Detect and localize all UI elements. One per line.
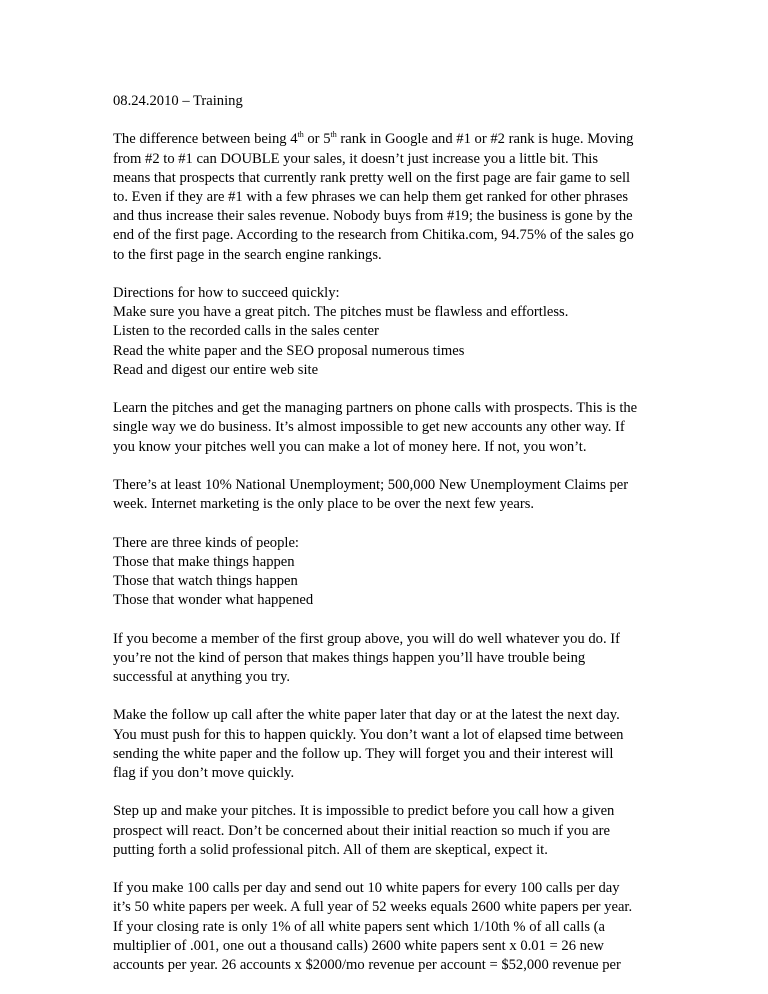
- intro-text-2: or 5: [303, 131, 331, 148]
- intro-paragraph: [113, 130, 673, 264]
- followup-paragraph: Make the follow up call after the white paper later that day or at the latest the next day. You must push for this to happen quickly. You don’t want a lot of elapsed time between sending the white paper and the follow up. They will forget you and their interest will flag if you don’t move quickly.: [113, 707, 624, 781]
- kinds-of-people-list: There are three kinds of people: Those that make things happen Those that watch things happen Those that wonder what happened: [113, 534, 314, 609]
- ordinal-suffix-2: th: [330, 130, 337, 140]
- learn-paragraph: Learn the pitches and get the managing partners on phone calls with prospects. This is the single way we do business. It’s almost impossible to get new accounts any other way. If you know your pitches well you can make a lot of money here. If not, you won’t.: [113, 400, 638, 455]
- document-body: [113, 92, 673, 975]
- directions-list: Directions for how to succeed quickly: Make sure you have a great pitch. The pitches must be flawless and effortless. Listen to the recorded calls in the sales center Read the white paper and the SEO proposal numerous times Read and digest our entire web site: [113, 285, 569, 378]
- calls-paragraph: If you make 100 calls per day and send out 10 white papers for every 100 calls per day it’s 50 white papers per week. A full year of 52 weeks equals 2600 white papers per year. If your closing rate is only 1% of all white papers sent which 1/10th % of all calls (a multiplier of .001, one out a thousand calls) 2600 white papers sent x 0.01 = 26 new accounts per year. 26 accounts x $2000/mo revenue per account = $52,000 revenue per: [113, 880, 633, 973]
- ordinal-suffix-1: th: [297, 130, 304, 140]
- document-heading: 08.24.2010 – Training: [113, 93, 243, 109]
- intro-text-3: rank in Google and #1 or #2 rank is huge. Moving from #2 to #1 can DOUBLE your sales, it doesn’t just increase you a little bit. This means that prospects that currently rank pretty well on the first page are fair game to sell to. Even if they are #1 with a few phrases we can help them get ranked for other phrases and thus increase their sales revenue. Nobody buys from #19; the business is gone by the end of the first page. According to the research from Chitika.com, 94.75% of the sales go to the first page in the search engine rankings.: [113, 131, 634, 263]
- intro-text-1: The difference between being 4: [113, 131, 298, 148]
- stepup-paragraph: Step up and make your pitches. It is impossible to predict before you call how a given prospect will react. Don’t be concerned about their initial reaction so much if you are putting forth a solid professional pitch. All of them are skeptical, expect it.: [113, 803, 615, 858]
- member-paragraph: If you become a member of the first group above, you will do well whatever you do. If you’re not the kind of person that makes things happen you’ll have trouble being successful at anything you try.: [113, 630, 620, 685]
- unemployment-paragraph: There’s at least 10% National Unemployment; 500,000 New Unemployment Claims per week. Internet marketing is the only place to be over the next few years.: [113, 477, 629, 513]
